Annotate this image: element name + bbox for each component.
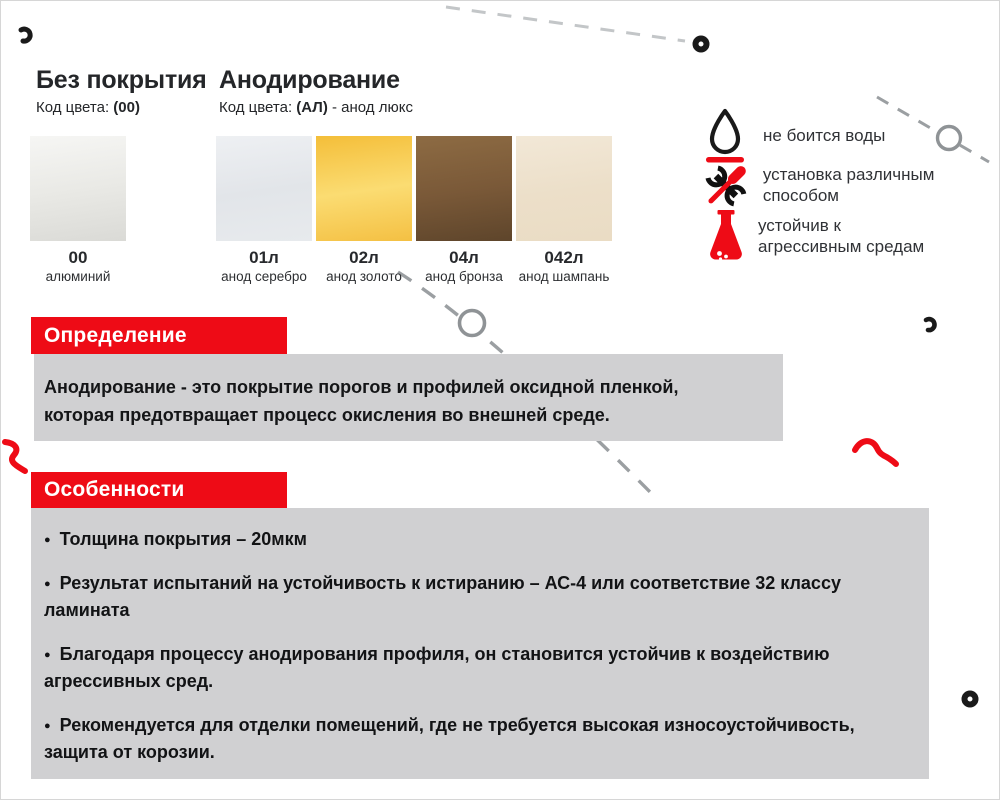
red-squiggle bbox=[855, 441, 896, 464]
feature-item: ● Толщина покрытия – 20мкм bbox=[44, 526, 915, 553]
anodizing-title: Анодирование bbox=[219, 66, 400, 94]
comma-mark-icon bbox=[926, 319, 935, 330]
definition-heading-banner bbox=[31, 317, 287, 354]
features-list bbox=[31, 508, 929, 766]
benefit-label: не боится воды bbox=[763, 125, 886, 145]
water-drop-icon bbox=[703, 107, 747, 165]
swatch-name: анод бронза bbox=[425, 269, 503, 284]
color-swatch bbox=[416, 136, 512, 241]
dashed-line bbox=[446, 7, 685, 41]
swatch-anod-gold bbox=[316, 136, 412, 284]
feature-item: ● Результат испытаний на устойчивость к истиранию – АС-4 или соответствие 32 классу ламината bbox=[44, 570, 915, 624]
benefit-label: устойчив к агрессивным средам bbox=[758, 216, 925, 256]
swatch-code: 02л bbox=[349, 248, 379, 267]
anodizing-header bbox=[219, 67, 413, 116]
flask-icon bbox=[706, 209, 746, 265]
benefit-label: установка различным способом bbox=[762, 165, 935, 205]
benefit-aggressive bbox=[706, 209, 956, 265]
swatch-anod-silver bbox=[216, 136, 312, 284]
uncoated-code: Код цвета: (00) bbox=[36, 98, 140, 116]
swatch-aluminium bbox=[30, 136, 126, 284]
definition-heading: Определение bbox=[44, 323, 187, 347]
benefit-water bbox=[703, 107, 953, 165]
definition-panel bbox=[34, 354, 783, 441]
swatch-name: анод серебро bbox=[221, 269, 307, 284]
color-swatch bbox=[30, 136, 126, 241]
swatch-code: 04л bbox=[449, 248, 479, 267]
features-heading-banner bbox=[31, 472, 287, 508]
swatch-code: 042л bbox=[544, 248, 584, 267]
feature-item: ● Благодаря процессу анодирования профиля, он становится устойчив к воздействию агрессивных сред. bbox=[44, 641, 915, 695]
swatch-anod-bronze bbox=[416, 136, 512, 284]
swatch-name: анод шампань bbox=[518, 269, 610, 284]
features-heading: Особенности bbox=[44, 478, 185, 501]
swatch-anod-champagne bbox=[516, 136, 612, 284]
comma-mark-icon bbox=[21, 29, 30, 41]
benefit-installation bbox=[702, 162, 962, 210]
swatch-name: алюминий bbox=[45, 269, 111, 284]
feature-item: ● Рекомендуется для отделки помещений, где не требуется высокая износоустойчивость, защита от корозии. bbox=[44, 712, 915, 766]
red-squiggle bbox=[5, 442, 25, 471]
definition-text: Анодирование - это покрытие порогов и профилей оксидной пленкой, которая предотвращает процесс окисления во внешней среде. bbox=[44, 377, 679, 425]
uncoated-header bbox=[36, 67, 207, 116]
swatch-code: 01л bbox=[249, 248, 279, 267]
tools-icon bbox=[702, 162, 750, 210]
color-swatch bbox=[516, 136, 612, 241]
donut-icon bbox=[696, 39, 707, 50]
donut-icon bbox=[965, 694, 976, 705]
color-swatch bbox=[316, 136, 412, 241]
ring-icon bbox=[460, 311, 485, 336]
anodizing-code: Код цвета: (АЛ) - анод люкс bbox=[219, 98, 413, 116]
color-swatch bbox=[216, 136, 312, 241]
swatch-code: 00 bbox=[68, 248, 88, 267]
features-panel bbox=[31, 508, 929, 779]
uncoated-title: Без покрытия bbox=[36, 66, 207, 94]
swatch-name: анод золото bbox=[326, 269, 402, 284]
